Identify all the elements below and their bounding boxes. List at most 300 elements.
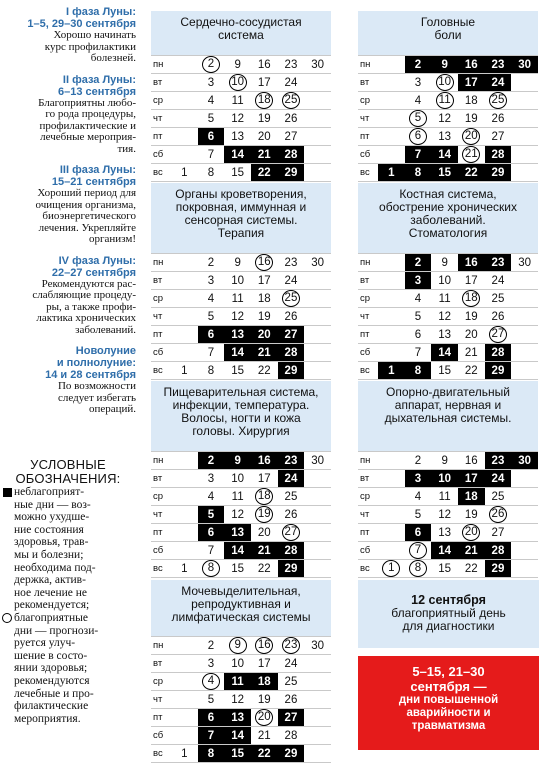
day-cell [171,344,198,362]
day-cell: 28 [278,542,305,560]
danger-days-title: 5–15, 21–30 сентября — [410,664,487,694]
calendar-row [151,110,331,128]
calendar-grid [358,55,538,182]
calendar-row [358,506,538,524]
weekday-label: сб [358,146,378,164]
day-cell: 24 [485,470,512,488]
day-cell [378,128,405,146]
calendar-row [358,74,538,92]
day-cell [511,272,538,290]
day-cell [304,74,331,92]
calendar-title: Пищеварительная система, инфекции, температура. Волосы, ногти и кожа головы. Хирургия [163,385,319,438]
favorable-day-circle: 10 [436,74,454,91]
calendar-row [358,326,538,344]
day-cell [171,56,198,74]
legend-title: УСЛОВНЫЕ ОБОЗНАЧЕНИЯ: [15,457,121,486]
favorable-day-circle: 18 [255,92,273,109]
moon-phase-4 [0,255,136,337]
day-cell: 27 [278,326,305,344]
day-cell [511,74,538,92]
day-cell: 26 [278,110,305,128]
day-cell: 19 [458,308,485,326]
weekday-label: чт [358,110,378,128]
day-cell: 26 [278,691,305,709]
day-cell [171,709,198,727]
calendar-title: Органы кроветворения, покровная, иммунная и сенсорная системы. Терапия [175,187,307,240]
weekday-label: чт [151,691,171,709]
calendar-bones-dentistry [358,183,538,377]
legend-bad-text: неблагоприят- ные дни — воз- можно ухудше- ние состояния здоровья, трав- мы и болезни; необходима под- держка, актив- ное лечение не рекомендуется; [14,486,96,612]
weekday-label: вс [151,560,171,578]
calendar-grid [358,451,538,578]
day-cell: 26 [485,308,512,326]
day-cell: 15 [224,560,251,578]
favorable-day-circle: 25 [282,290,300,307]
favorable-day-circle: 4 [202,673,220,690]
legend-good-days [0,612,136,725]
weekday-label: вт [358,74,378,92]
day-cell [304,344,331,362]
calendar-row [358,560,538,578]
day-cell [304,524,331,542]
day-cell: 7 [405,146,432,164]
favorable-day-circle: 20 [462,128,480,145]
day-cell: 30 [304,452,331,470]
day-cell [378,146,405,164]
day-cell [511,326,538,344]
day-cell: 8 [405,362,432,380]
day-cell [304,727,331,745]
day-cell: 24 [485,74,512,92]
calendar-row [151,488,331,506]
weekday-label: пн [151,254,171,272]
day-cell [304,655,331,673]
day-cell: 17 [458,272,485,290]
day-cell: 15 [224,164,251,182]
moon-phase-3 [0,164,136,246]
day-cell: 23 [278,254,305,272]
day-cell: 4 [405,488,432,506]
day-cell [171,470,198,488]
favorable-day-circle: 18 [462,290,480,307]
day-cell [171,290,198,308]
day-cell: 14 [224,727,251,745]
day-cell [304,745,331,763]
moon-phase-newfull [0,345,136,416]
day-cell [198,56,225,74]
weekday-label: пн [151,452,171,470]
day-cell: 21 [458,542,485,560]
day-cell: 7 [198,727,225,745]
day-cell [458,290,485,308]
day-cell: 22 [251,560,278,578]
weekday-label: вт [151,74,171,92]
day-cell: 13 [431,128,458,146]
day-cell: 29 [485,560,512,578]
day-cell [511,524,538,542]
calendar-row [151,673,331,691]
calendar-row [151,272,331,290]
day-cell: 29 [278,362,305,380]
day-cell: 26 [485,110,512,128]
weekday-label: вс [151,362,171,380]
day-cell: 15 [431,362,458,380]
calendar-row [151,691,331,709]
day-cell: 4 [198,290,225,308]
day-cell [405,560,432,578]
calendar-row [151,637,331,655]
calendar-title: Опорно-двигательный аппарат, нервная и дыхательная системы. [384,385,512,425]
day-cell [171,92,198,110]
day-cell: 21 [251,727,278,745]
day-cell: 21 [251,542,278,560]
favorable-day-circle: 1 [382,560,400,577]
calendar-title: Сердечно-сосудистая система [180,15,302,42]
day-cell [198,673,225,691]
day-cell [431,74,458,92]
day-cell: 20 [251,524,278,542]
calendar-row [358,290,538,308]
calendar-blood-therapy [151,183,331,377]
weekday-label: пт [358,128,378,146]
calendar-urinary [151,580,331,760]
day-cell: 12 [224,110,251,128]
day-cell: 19 [251,691,278,709]
day-cell [304,128,331,146]
day-cell: 29 [278,745,305,763]
day-cell [171,146,198,164]
weekday-label: пн [151,56,171,74]
day-cell: 16 [251,56,278,74]
day-cell: 6 [405,524,432,542]
weekday-label: вт [151,655,171,673]
day-cell: 5 [198,506,225,524]
day-cell: 18 [458,92,485,110]
day-cell: 19 [458,110,485,128]
moon-phase-1 [0,6,136,65]
calendar-row [358,452,538,470]
day-cell [304,110,331,128]
day-cell: 17 [251,470,278,488]
day-cell: 1 [171,164,198,182]
day-cell: 22 [251,362,278,380]
day-cell: 12 [431,308,458,326]
day-cell [171,110,198,128]
day-cell [378,470,405,488]
day-cell: 28 [278,727,305,745]
phase-text: Благоприятны любо- го рода процедуры, профилактические и лечебные мероприя- тия. [38,96,136,155]
phase-title: Новолуние и полнолуние: 14 и 28 сентября [45,345,136,381]
phase-title: I фаза Луны: 1–5, 29–30 сентября [27,6,136,30]
calendar-title: Головные боли [420,15,476,42]
day-cell [171,673,198,691]
weekday-label: чт [151,308,171,326]
day-cell [378,542,405,560]
day-cell [251,254,278,272]
day-cell [405,128,432,146]
day-cell [304,272,331,290]
favorable-day-circle: 26 [489,506,507,523]
day-cell [304,470,331,488]
day-cell: 5 [198,691,225,709]
day-cell: 3 [198,74,225,92]
day-cell: 1 [171,362,198,380]
day-cell: 25 [485,290,512,308]
day-cell: 21 [251,344,278,362]
day-cell: 3 [405,470,432,488]
day-cell [378,524,405,542]
day-cell: 8 [405,164,432,182]
day-cell [304,691,331,709]
day-cell: 2 [405,56,432,74]
day-cell: 4 [198,92,225,110]
day-cell: 24 [278,272,305,290]
calendar-row [358,524,538,542]
favorable-day-circle: 18 [255,488,273,505]
day-cell: 17 [458,74,485,92]
calendar-row [151,56,331,74]
day-cell [304,146,331,164]
calendar-row [358,542,538,560]
day-cell [304,290,331,308]
weekday-label: сб [358,542,378,560]
calendar-row [151,506,331,524]
favorable-day-circle: 10 [229,74,247,91]
calendar-row [151,164,331,182]
day-cell [278,524,305,542]
weekday-label: ср [151,290,171,308]
calendar-grid [151,451,331,578]
favorable-day-circle: 5 [409,110,427,127]
weekday-label: вт [358,272,378,290]
calendar-row [151,452,331,470]
legend [0,458,136,725]
day-cell [304,673,331,691]
day-cell [171,488,198,506]
day-cell: 8 [198,745,225,763]
favorable-day-circle: 20 [255,709,273,726]
weekday-label: чт [358,506,378,524]
calendar-row [151,727,331,745]
day-cell: 16 [251,452,278,470]
day-cell: 17 [251,272,278,290]
day-cell [171,326,198,344]
day-cell: 28 [278,344,305,362]
day-cell: 13 [224,128,251,146]
day-cell [378,74,405,92]
weekday-label: чт [358,308,378,326]
day-cell [171,452,198,470]
weekday-label: ср [358,488,378,506]
day-cell [304,308,331,326]
day-cell: 10 [224,272,251,290]
favorable-day-circle: 25 [282,92,300,109]
day-cell: 7 [198,146,225,164]
weekday-label: вс [358,164,378,182]
day-cell: 17 [251,74,278,92]
day-cell: 18 [251,290,278,308]
day-cell: 28 [485,542,512,560]
weekday-label: пн [358,254,378,272]
day-cell: 12 [431,110,458,128]
day-cell: 13 [224,326,251,344]
weekday-label: пт [151,128,171,146]
day-cell: 2 [405,452,432,470]
favorable-day-circle: 8 [409,560,427,577]
day-cell: 7 [198,542,225,560]
day-cell: 19 [251,110,278,128]
day-cell: 3 [198,470,225,488]
calendar-row [151,524,331,542]
weekday-label: вт [151,272,171,290]
calendar-row [151,745,331,763]
day-cell: 11 [224,92,251,110]
weekday-label: ср [358,92,378,110]
day-cell [278,92,305,110]
day-cell [251,488,278,506]
day-cell: 2 [405,254,432,272]
day-cell [511,290,538,308]
day-cell: 22 [458,560,485,578]
day-cell: 13 [224,524,251,542]
day-cell [171,524,198,542]
day-cell [378,506,405,524]
calendar-row [358,254,538,272]
day-cell [171,542,198,560]
day-cell: 23 [485,56,512,74]
day-cell: 11 [431,488,458,506]
day-cell [511,92,538,110]
day-cell: 30 [511,452,538,470]
day-cell: 15 [431,164,458,182]
day-cell: 6 [405,326,432,344]
day-cell [198,560,225,578]
day-cell: 21 [251,146,278,164]
day-cell [171,272,198,290]
day-cell: 4 [405,290,432,308]
calendar-title: Костная система, обострение хронических заболеваний. Стоматология [379,187,517,240]
day-cell: 20 [251,326,278,344]
calendar-row [151,74,331,92]
day-cell: 5 [405,308,432,326]
calendar-musculoskeletal [358,381,538,575]
calendar-row [358,272,538,290]
weekday-label: чт [151,110,171,128]
day-cell [278,637,305,655]
calendar-row [151,542,331,560]
phase-text: Хорошо начинать курс профилактики болезней. [44,29,136,64]
day-cell [378,290,405,308]
weekday-label: пт [151,326,171,344]
day-cell: 8 [198,362,225,380]
day-cell: 6 [198,709,225,727]
day-cell [511,470,538,488]
favorable-day-circle: 27 [489,326,507,343]
day-cell [171,637,198,655]
calendar-row [151,470,331,488]
day-cell: 17 [251,655,278,673]
day-cell: 1 [171,560,198,578]
day-cell [378,92,405,110]
weekday-label: сб [151,344,171,362]
day-cell [251,709,278,727]
day-cell: 12 [224,506,251,524]
day-cell [171,727,198,745]
calendar-grid [151,55,331,182]
weekday-label: сб [151,727,171,745]
day-cell: 2 [198,452,225,470]
calendar-row [358,488,538,506]
weekday-label: сб [151,146,171,164]
calendar-grid [358,253,538,380]
day-cell: 4 [405,92,432,110]
day-cell [304,164,331,182]
day-cell: 22 [251,745,278,763]
day-cell: 15 [224,362,251,380]
favorable-day-circle: 11 [436,92,454,109]
day-cell: 28 [485,344,512,362]
weekday-label: вс [151,745,171,763]
day-cell: 10 [431,272,458,290]
day-cell [511,308,538,326]
day-cell: 23 [278,56,305,74]
day-cell: 4 [198,488,225,506]
day-cell: 24 [278,655,305,673]
weekday-label: вс [358,362,378,380]
day-cell: 18 [458,488,485,506]
day-cell [171,254,198,272]
phase-text: Рекомендуются рас- слабляющие процеду- ры, а также профи- лактика хронических заболеваний. [32,277,136,336]
day-cell [171,74,198,92]
day-cell: 27 [278,128,305,146]
calendar-row [151,344,331,362]
day-cell [378,272,405,290]
day-cell: 24 [278,74,305,92]
day-cell: 27 [485,128,512,146]
day-cell: 2 [198,254,225,272]
day-cell: 9 [224,452,251,470]
weekday-label: пт [151,524,171,542]
day-cell [511,344,538,362]
calendar-title: Мочевыделительная, репродуктивная и лимфатическая системы [171,584,311,624]
day-cell [378,452,405,470]
day-cell [378,344,405,362]
day-cell [511,506,538,524]
calendar-grid [151,253,331,380]
favorable-day-circle: 8 [202,560,220,577]
day-cell: 14 [224,542,251,560]
day-cell [485,92,512,110]
day-cell: 12 [224,691,251,709]
day-cell: 25 [278,488,305,506]
day-cell: 13 [431,524,458,542]
weekday-label: ср [151,92,171,110]
day-cell: 3 [405,74,432,92]
day-cell: 23 [485,452,512,470]
calendar-row [151,560,331,578]
day-cell: 3 [198,272,225,290]
day-cell: 11 [224,290,251,308]
favorable-day-circle: 7 [409,542,427,559]
day-cell: 13 [224,709,251,727]
danger-days-box [358,656,539,750]
day-cell: 14 [224,146,251,164]
day-cell [511,110,538,128]
weekday-label: пт [358,326,378,344]
day-cell: 28 [278,146,305,164]
moon-phase-2 [0,74,136,156]
day-cell: 20 [251,128,278,146]
